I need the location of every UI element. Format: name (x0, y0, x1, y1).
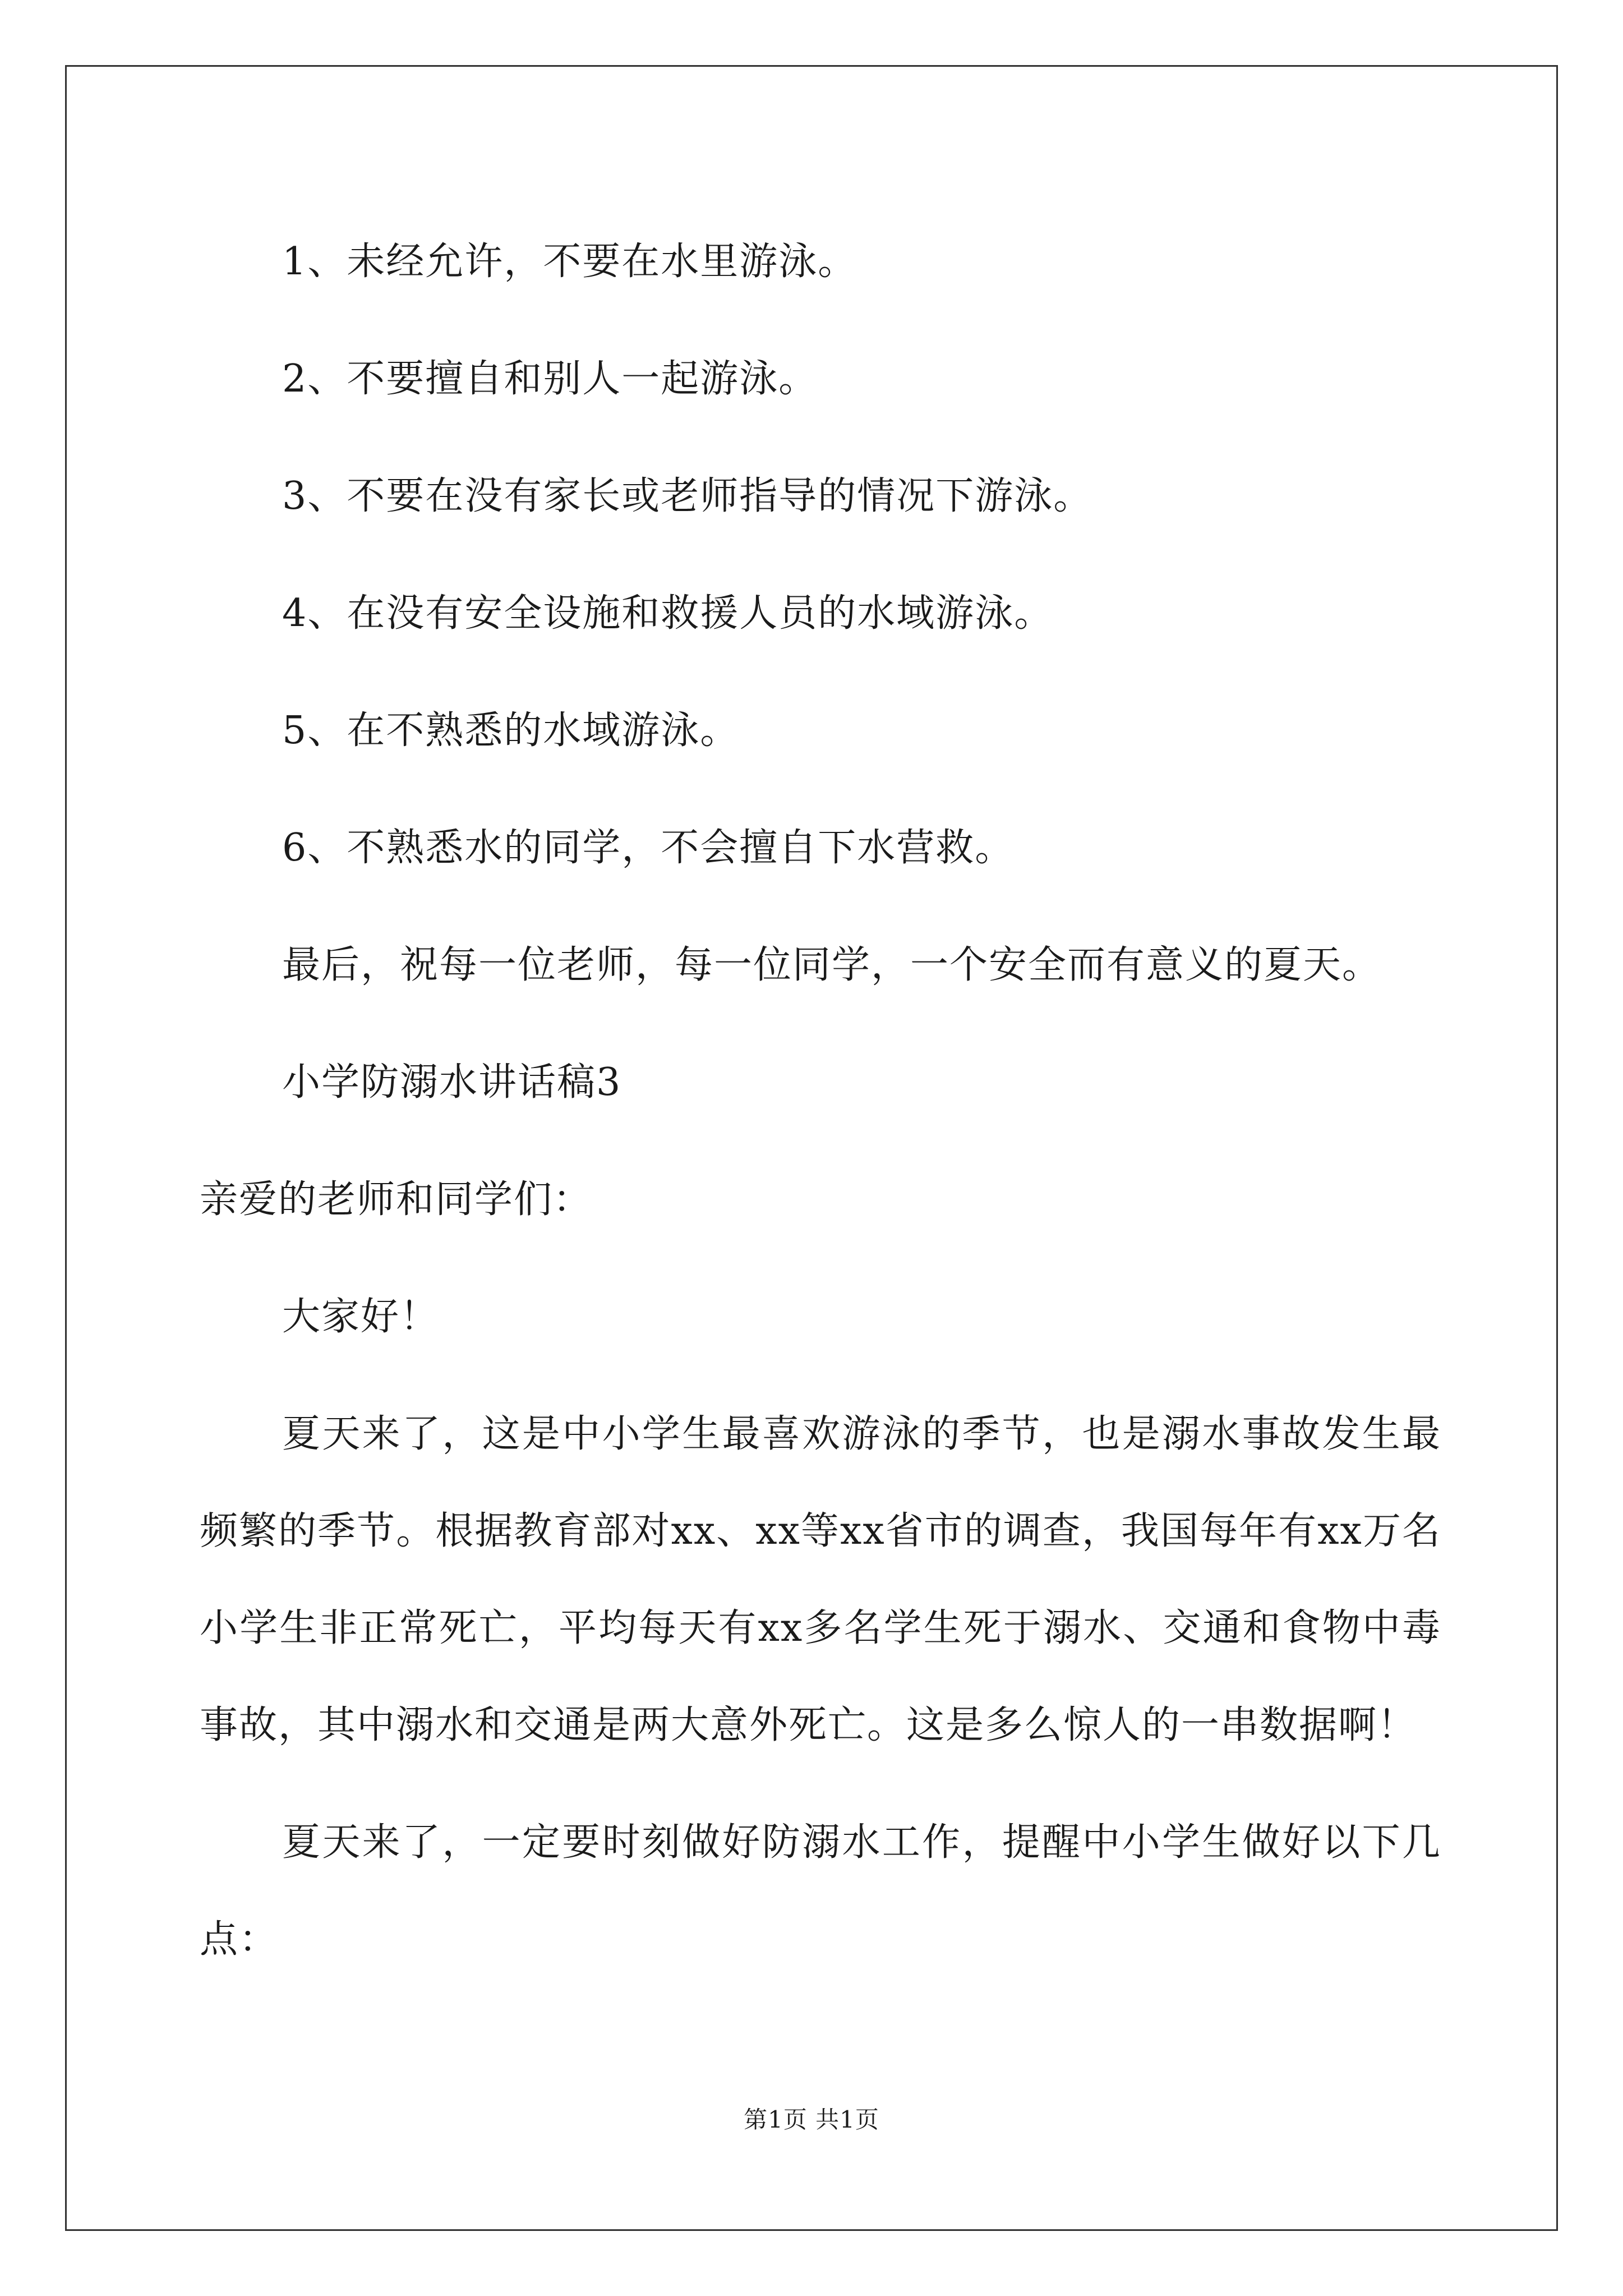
paragraph-closing-wish: 最后，祝每一位老师，每一位同学，一个安全而有意义的夏天。 (282, 943, 1382, 987)
paragraph-summer-statistics: 夏天来了，这是中小学生最喜欢游泳的季节，也是溺水事故发生最频繁的季节。根据教育部对xx、xx等xx省市的调查，我国每年有xx万名小学生非正常死亡，平均每天有xx多名学生死于溺水、交通和食物中毒事故，其中溺水和交通是两大意外死亡。这是多么惊人的一串数据啊！ (200, 1412, 1441, 1747)
paragraph-rule-1: 1、未经允许，不要在水里游泳。 (282, 240, 857, 284)
paragraph-rule-2: 2、不要擅自和别人一起游泳。 (282, 357, 818, 401)
salutation: 亲爱的老师和同学们： (200, 1177, 593, 1222)
greeting: 大家好！ (282, 1295, 440, 1339)
paragraph-rule-5: 5、在不熟悉的水域游泳。 (282, 708, 740, 753)
paragraph-rule-6: 6、不熟悉水的同学，不会擅自下水营救。 (282, 826, 1015, 870)
page-number-footer: 第1页 共1页 (744, 2106, 879, 2133)
paragraph-rule-3: 3、不要在没有家长或老师指导的情况下游泳。 (282, 474, 1093, 518)
paragraph-rule-4: 4、在没有安全设施和救援人员的水域游泳。 (282, 591, 1054, 636)
paragraph-reminder: 夏天来了，一定要时刻做好防溺水工作，提醒中小学生做好以下几点： (200, 1820, 1441, 1962)
section-heading: 小学防溺水讲话稿3 (282, 1060, 622, 1105)
document-body (200, 213, 1441, 2008)
